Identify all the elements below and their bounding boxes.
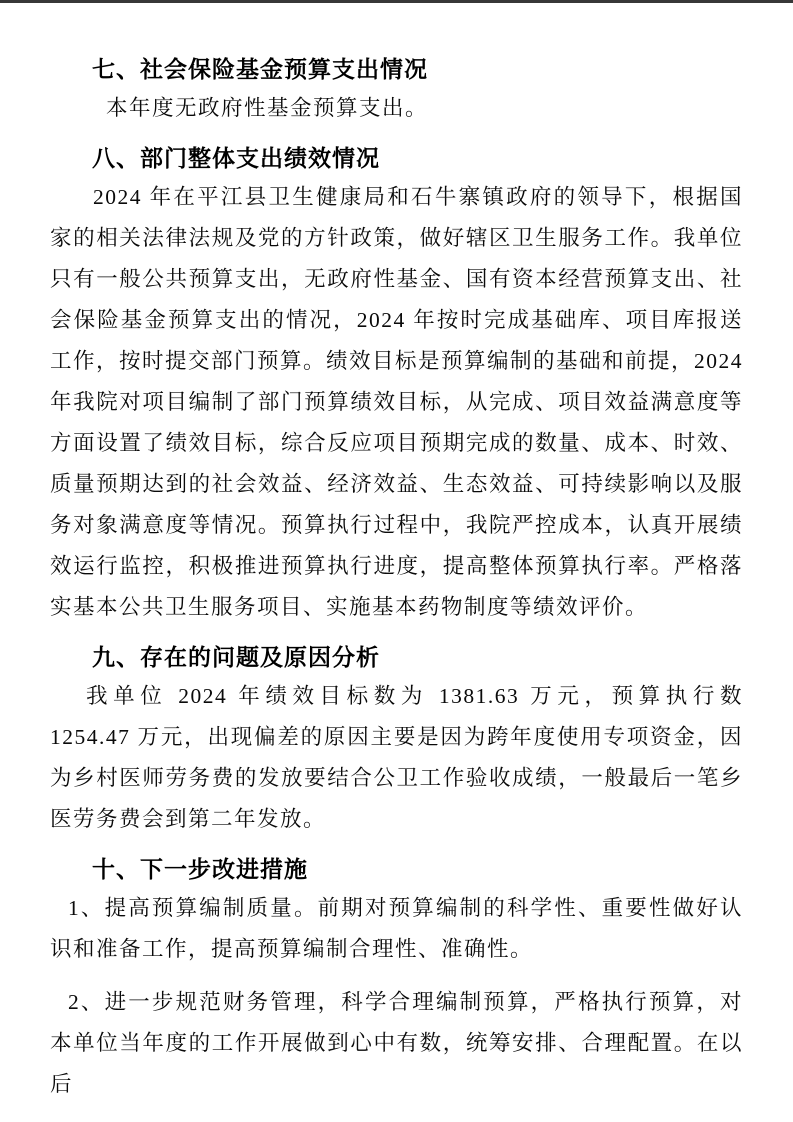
section-9-paragraph: 我单位 2024 年绩效目标数为 1381.63 万元，预算执行数 1254.47 万元，出现偏差的原因主要是因为跨年度使用专项资金，因为乡村医师劳务费的发放要结合公卫工作验收成绩，一般最后一笔乡医劳务费会到第二年发放。	[50, 684, 743, 831]
section-7-paragraph: 本年度无政府性基金预算支出。	[106, 96, 429, 120]
section-9-heading: 九、存在的问题及原因分析	[92, 644, 380, 670]
scan-artifact-line	[0, 0, 793, 3]
section-10-heading: 十、下一步改进措施	[92, 856, 308, 882]
section-10-paragraph-2: 2、进一步规范财务管理，科学合理编制预算，严格执行预算，对本单位当年度的工作开展做到心中有数，统筹安排、合理配置。在以后	[50, 990, 743, 1096]
section-8-paragraph: 2024 年在平江县卫生健康局和石牛寨镇政府的领导下，根据国家的相关法律法规及党的方针政策，做好辖区卫生服务工作。我单位只有一般公共预算支出，无政府性基金、国有资本经营预算支出、社会保险基金预算支出的情况，2024 年按时完成基础库、项目库报送工作，按时提交部门预算。绩效目标是预算编制的基础和前提，2024 年我院对项目编制了部门预算绩效目标，从完成、项目效益满意度等方面设置了绩效目标，综合反应项目预期完成的数量、成本、时效、质量预期达到的社会效益、经济效益、生态效益、可持续影响以及服务对象满意度等情况。预算执行过程中，我院严控成本，认真开展绩效运行监控，积极推进预算执行进度，提高整体预算执行率。严格落实基本公共卫生服务项目、实施基本药物制度等绩效评价。	[50, 185, 744, 619]
section-8-heading: 八、部门整体支出绩效情况	[92, 145, 380, 171]
section-10-paragraph-1: 1、提高预算编制质量。前期对预算编制的科学性、重要性做好认识和准备工作，提高预算编制合理性、准确性。	[50, 896, 743, 961]
section-7-heading: 七、社会保险基金预算支出情况	[92, 56, 428, 82]
